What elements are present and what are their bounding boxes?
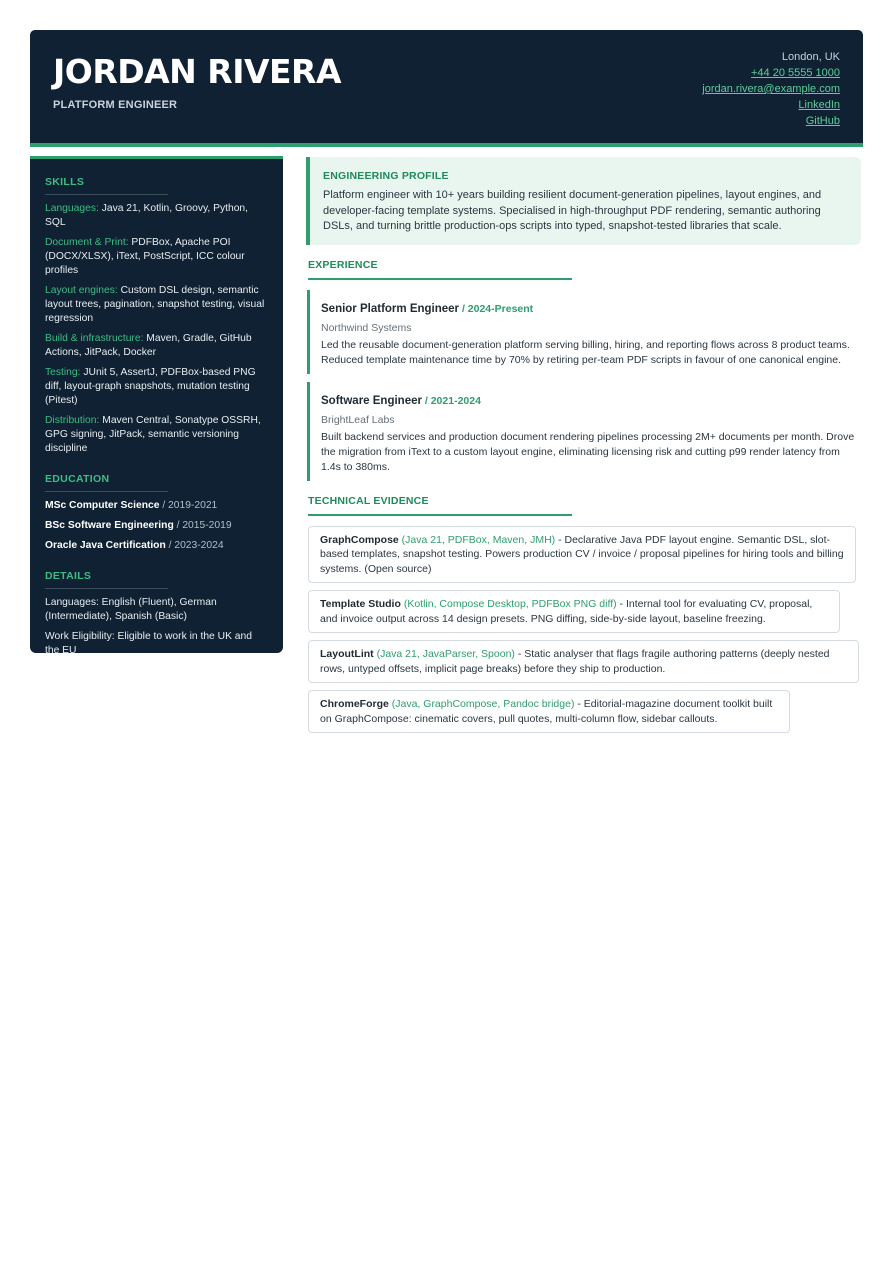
skill-item xyxy=(45,366,268,408)
contact-block xyxy=(702,49,840,129)
project-description: - Internal tool for evaluating CV, proposal, and invoice output across 14 design presets. PNG diffing, side-by-side layout, baseline freezing. xyxy=(320,598,813,625)
education-item xyxy=(45,519,268,533)
project-name: LayoutLint xyxy=(320,648,374,660)
job-company: BrightLeaf Labs xyxy=(321,413,395,426)
project-tech: (Java 21, JavaParser, Spoon) xyxy=(373,648,515,660)
detail-item: Languages: English (Fluent), German (Intermediate), Spanish (Basic) xyxy=(45,597,217,622)
profile-heading: ENGINEERING PROFILE xyxy=(323,170,449,182)
phone-link[interactable]: +44 20 5555 1000 xyxy=(750,67,840,79)
linkedin-link[interactable]: LinkedIn xyxy=(798,99,840,111)
job-entry xyxy=(307,290,861,374)
evidence-heading: TECHNICAL EVIDENCE xyxy=(308,495,572,516)
degree-name: MSc Computer Science xyxy=(45,500,160,511)
profile-box xyxy=(306,157,861,245)
skill-label: Build & infrastructure: xyxy=(45,333,144,344)
education-item xyxy=(45,539,268,553)
skill-label: Testing: xyxy=(45,367,81,378)
skill-value: PDFBox, Apache POI (DOCX/XLSX), iText, PostScript, ICC colour profiles xyxy=(45,237,245,276)
skill-item xyxy=(45,236,268,278)
skill-value: Java 21, Kotlin, Groovy, Python, SQL xyxy=(45,203,249,228)
evidence-card xyxy=(308,526,856,584)
project-tech: (Kotlin, Compose Desktop, PDFBox PNG diff) xyxy=(400,598,617,610)
project-tech: (Java, GraphCompose, Pandoc bridge) xyxy=(388,698,575,710)
email-link[interactable]: jordan.rivera@example.com xyxy=(702,83,840,95)
evidence-card xyxy=(308,590,840,633)
job-dates: / 2024-Present xyxy=(459,302,534,315)
skill-value: Maven Central, Sonatype OSSRH, GPG signing, JitPack, semantic versioning discipline xyxy=(45,415,261,454)
project-name: GraphCompose xyxy=(320,533,399,546)
skill-value: Custom DSL design, semantic layout trees, pagination, snapshot testing, visual regression xyxy=(45,285,265,324)
project-description: - Editorial-magazine document toolkit built on GraphCompose: cinematic covers, pull quotes, multi-column flow, sidebar callouts. xyxy=(320,698,773,725)
project-name: Template Studio xyxy=(320,598,401,610)
experience-heading: EXPERIENCE xyxy=(308,259,572,280)
project-tech: (Java 21, PDFBox, Maven, JMH) xyxy=(398,533,556,546)
skill-item xyxy=(45,332,268,360)
sidebar xyxy=(30,156,283,656)
job-title: Senior Platform Engineer xyxy=(321,302,460,315)
degree-name: BSc Software Engineering xyxy=(45,520,174,531)
candidate-role: PLATFORM ENGINEER xyxy=(53,99,178,111)
project-name: ChromeForge xyxy=(320,698,389,710)
skill-label: Layout engines: xyxy=(45,285,118,296)
job-description: Built backend services and production document rendering pipelines processing 2M+ documents per month. Drove the migration from iText to a custom layout engine, eliminating licensing risk and cutting p99 render latency from 1.4s to 380ms. xyxy=(321,430,855,473)
job-dates: / 2021-2024 xyxy=(421,394,481,407)
evidence-card xyxy=(308,690,790,733)
resume-header xyxy=(30,30,863,147)
github-link[interactable]: GitHub xyxy=(805,115,840,127)
skill-label: Languages: xyxy=(45,203,99,214)
project-description: - Static analyser that flags fragile authoring patterns (deeply nested rows, untyped offsets, implicit page breaks) before they ship to production. xyxy=(320,648,830,675)
skill-label: Document & Print: xyxy=(45,237,129,248)
degree-years: / 2015-2019 xyxy=(173,520,232,531)
evidence-card xyxy=(308,640,859,683)
main-column xyxy=(306,157,863,733)
candidate-name: JORDAN RIVERA xyxy=(53,52,342,91)
degree-years: / 2019-2021 xyxy=(159,500,218,511)
details-heading: DETAILS xyxy=(45,569,168,589)
degree-years: / 2023-2024 xyxy=(165,540,224,551)
skill-label: Distribution: xyxy=(45,415,100,426)
job-company: Northwind Systems xyxy=(321,321,412,334)
skill-value: Maven, Gradle, GitHub Actions, JitPack, Docker xyxy=(45,333,252,358)
skill-item xyxy=(45,284,268,326)
job-entry xyxy=(307,382,861,481)
profile-text: Platform engineer with 10+ years building resilient document-generation pipelines, layout engines, and developer-facing template systems. Specialised in high-throughput PDF rendering, semantic authoring DSLs, and turning brittle production-ops scripts into typed, snapshot-tested libraries that scale. xyxy=(323,189,822,232)
skill-value: JUnit 5, AssertJ, PDFBox-based PNG diff, layout-graph snapshots, mutation testing (Pitest) xyxy=(45,367,256,406)
job-description: Led the reusable document-generation platform serving billing, hiring, and reporting flows across 8 product teams. Reduced template maintenance time by 70% by retiring per-team PDF scripts in favour of one canonical engine. xyxy=(321,338,850,366)
education-item xyxy=(45,499,268,513)
skill-item xyxy=(45,202,268,230)
detail-item: Work Eligibility: Eligible to work in the UK and the EU xyxy=(45,631,252,656)
skills-heading: SKILLS xyxy=(45,175,168,195)
location-text: London, UK xyxy=(781,51,840,63)
project-description: - Declarative Java PDF layout engine. Semantic DSL, slot-based templates, snapshot testing. Powers production CV / invoice / proposal pipelines for hiring tools and billing systems. (Open source) xyxy=(320,533,844,575)
degree-name: Oracle Java Certification xyxy=(45,540,166,551)
education-heading: EDUCATION xyxy=(45,472,168,492)
skill-item xyxy=(45,414,268,456)
job-title: Software Engineer xyxy=(321,394,422,407)
